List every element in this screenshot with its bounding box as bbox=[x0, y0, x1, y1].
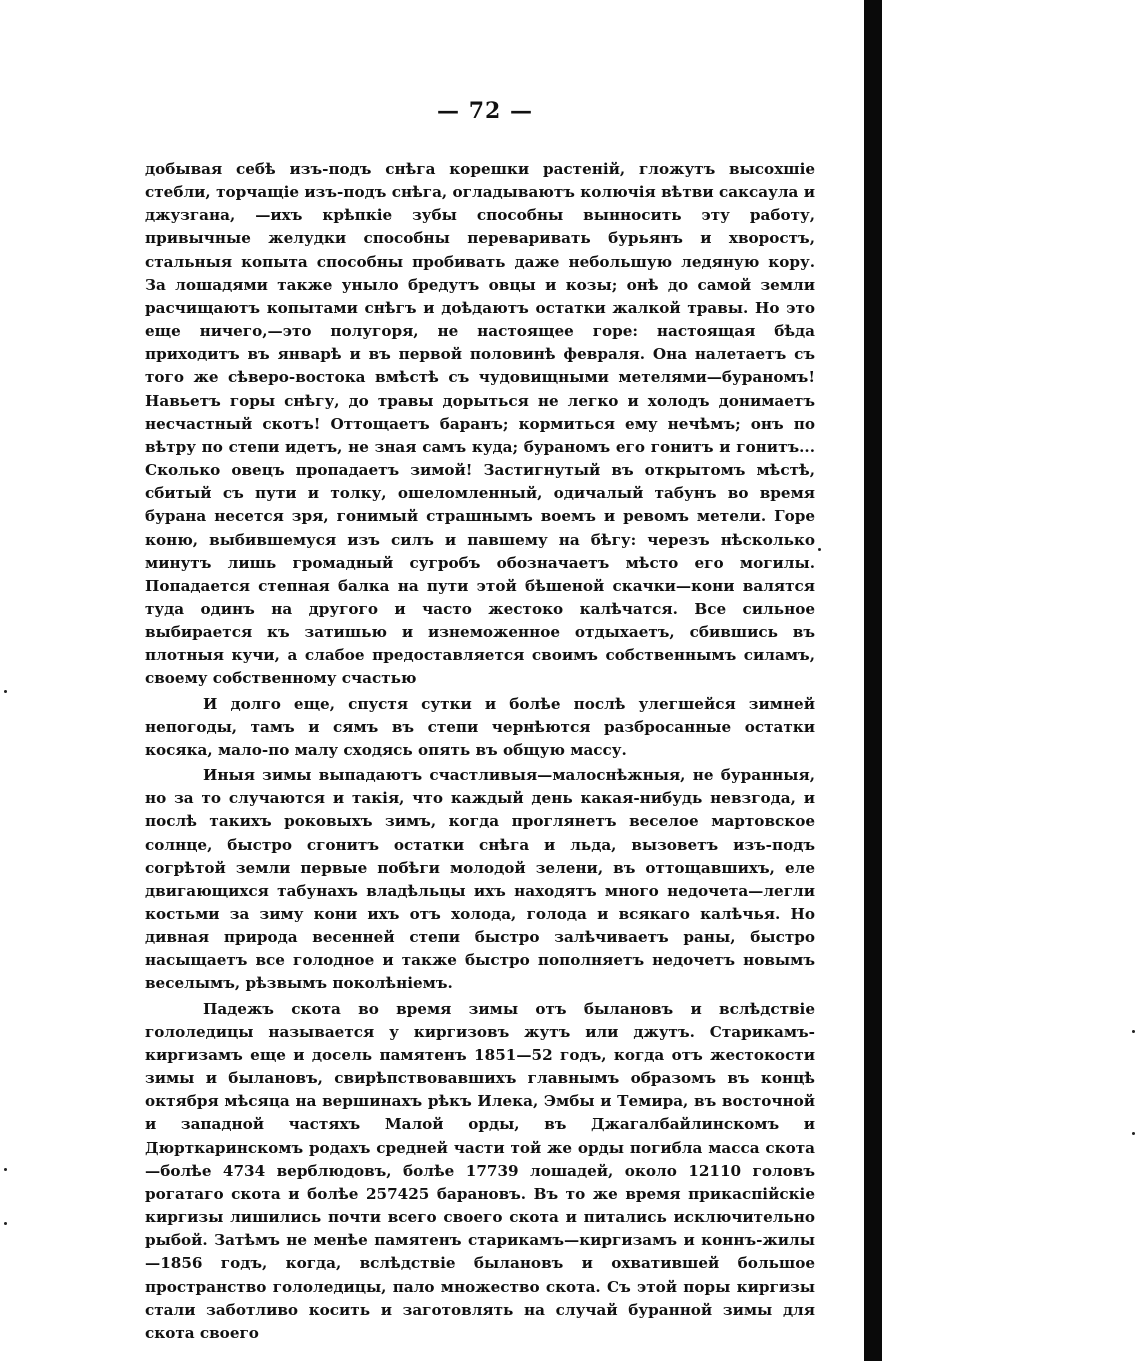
paragraph-2: И долго еще, спустя сутки и болѣе послѣ улегшейся зимней непогоды, тамъ и сямъ въ степи чернѣются разбросанные остатки косяка, мало-по малу сходясь опять въ общую массу. bbox=[145, 694, 815, 759]
ink-speck bbox=[1132, 1132, 1135, 1135]
paragraph-4: Падежъ скота во время зимы отъ былановъ и вслѣдствіе гололедицы называется у киргизовъ жутъ или джутъ. Старикамъ-киргизамъ еще и досель памятенъ 1851—52 годъ, когда отъ жестокости зимы и былановъ, свирѣпствовавшихъ главнымъ образомъ въ концѣ октября мѣсяца на вершинахъ рѣкъ Илека, Эмбы и Темира, въ восточной и западной частяхъ Малой орды, въ Джагалбайлинскомъ и Дюрткаринскомъ родахъ средней части той же орды погибла масса скота—болѣе 4734 верблюдовъ, болѣе 17739 лошадей, около 12110 головъ рогатаго скота и болѣе 257425 барановъ. Въ то же время прикаспійскіе киргизы лишились почти всего своего скота и питались исключительно рыбой. Затѣмъ не менѣе памятенъ старикамъ—киргизамъ и коннъ-жилы—1856 годъ, когда, вслѣдствіе былановъ и охватившей большое пространство гололедицы, пало множество скота. Съ этой поры киргизы стали заботливо косить и заготовлять на случай буранной зимы для скота своего bbox=[145, 999, 815, 1342]
ink-speck bbox=[1132, 1030, 1135, 1033]
page-number: — 72 — bbox=[437, 98, 533, 124]
ink-speck bbox=[4, 1222, 7, 1225]
paragraph-3: Иныя зимы выпадаютъ счастливыя—малоснѣжныя, не буранныя, но за то случаются и такія, что каждый день какая-нибудь невзгода, и послѣ такихъ роковыхъ зимъ, когда проглянетъ веселое мартовское солнце, быстро сгонитъ остатки снѣга и льда, вызоветъ изъ-подъ согрѣтой земли первые побѣги молодой зелени, въ оттощавшихъ, еле двигающихся табунахъ владѣльцы ихъ находятъ много недочета—легли костьми за зиму кони ихъ отъ холода, голода и всякаго калѣчья. Но дивная природа весенней степи быстро залѣчиваетъ раны, быстро насыщаетъ все голодное и также быстро пополняетъ недочетъ новымъ веселымъ, рѣзвымъ поколѣніемъ. bbox=[145, 766, 815, 993]
ink-speck bbox=[818, 548, 821, 551]
paragraph-1: добывая себѣ изъ-подъ снѣга корешки растеній, гложутъ высохшіе стебли, торчащіе изъ-подъ снѣга, огладываютъ колючія вѣтви саксаула и джузгана, —ихъ крѣпкіе зубы способны вынносить эту работу, привычные желудки способны переваривать бурьянъ и хворостъ, стальныя копыта способны пробивать даже небольшую ледяную кору. За лошадями также уныло бредутъ овцы и козы; онѣ до самой земли расчищаютъ копытами снѣгъ и доѣдаютъ остатки жалкой травы. Но это еще ничего,—это полугоря, не настоящее горе: настоящая бѣда приходитъ въ январѣ и въ первой половинѣ февраля. Она налетаетъ съ того же сѣверо-востока вмѣстѣ съ чудовищными метелями—бураномъ! Навьетъ горы снѣгу, до травы дорыться не легко и холодъ донимаетъ несчастный скотъ! Оттощаетъ баранъ; кормиться ему нечѣмъ; онъ по вѣтру по степи идетъ, не зная самъ куда; бураномъ его гонитъ и гонитъ... Сколько овецъ пропадаетъ зимой! Застигнутый въ открытомъ мѣстѣ, сбитый съ пути и толку, ошеломленный, одичалый табунъ во время бурана несется зря, гонимый страшнымъ воемъ и ревомъ метели. Горе коню, выбившемуся изъ силъ и павшему на бѣгу: черезъ нѣсколько минутъ лишь громадный сугробъ обозначаетъ мѣсто его могилы. Попадается степная балка на пути этой бѣшеной скачки—кони валятся туда одинъ на другого и часто жестоко калѣчатся. Все сильное выбирается къ затишью и изнеможенное отдыхаетъ, сбившись въ плотныя кучи, а слабое предоставляется своимъ собственнымъ силамъ, своему собственному счастью bbox=[145, 160, 815, 688]
ink-speck bbox=[4, 690, 7, 693]
ink-speck bbox=[4, 1168, 7, 1171]
body-text bbox=[145, 158, 815, 1347]
page-edge-shadow bbox=[864, 0, 882, 1361]
